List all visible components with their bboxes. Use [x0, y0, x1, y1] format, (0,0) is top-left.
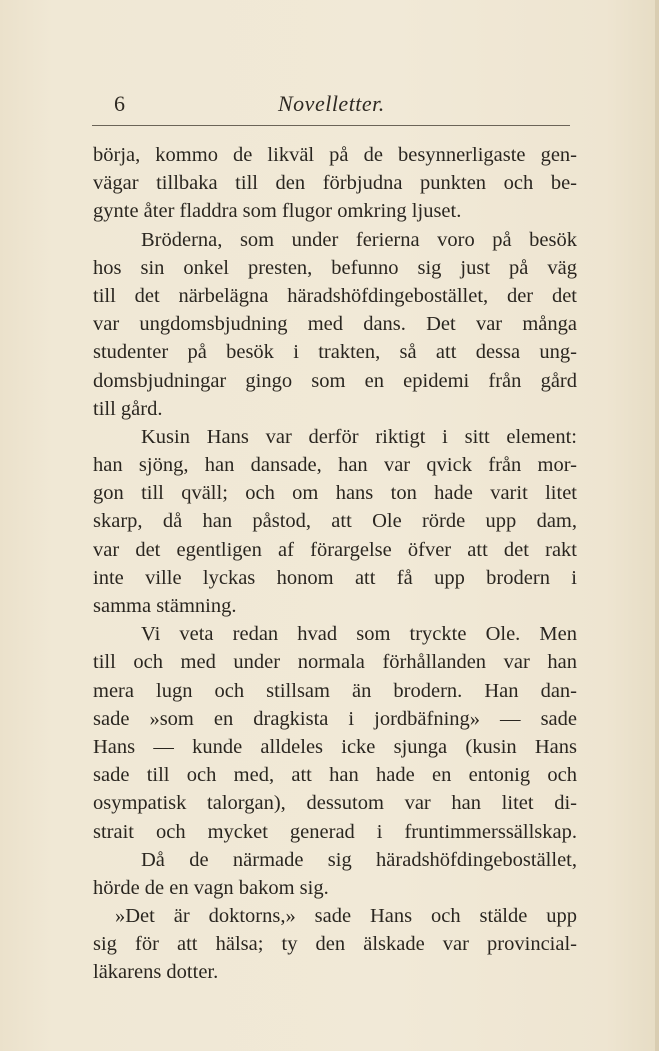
text-line: läkarens dotter.: [93, 961, 219, 984]
text-line: börja, kommo de likväl på de besynnerligaste gen-: [93, 144, 577, 166]
text-line: gon till qväll; och om hans ton hade varit litet: [93, 482, 577, 505]
text-line: studenter på besök i trakten, så att dessa ung-: [93, 341, 577, 364]
text-line: till gård.: [93, 397, 163, 420]
text-line: sig för att hälsa; ty den älskade var provincial-: [93, 933, 577, 956]
text-line: hos sin onkel presten, befunno sig just på väg: [93, 256, 577, 279]
text-line: var ungdomsbjudning med dans. Det var många: [93, 313, 577, 336]
running-header: [92, 88, 568, 122]
text-line: Vi veta redan hvad som tryckte Ole. Men: [141, 623, 577, 646]
text-line: skarp, då han påstod, att Ole rörde upp dam,: [93, 510, 577, 533]
text-line: sade till och med, att han hade en entonig och: [93, 764, 577, 787]
text-line: mera lugn och stillsam än brodern. Han dan-: [93, 679, 577, 702]
text-line: till och med under normala förhållanden var han: [93, 651, 577, 674]
header-rule: [92, 125, 570, 126]
text-line: osympatisk talorgan), dessutom var han litet di-: [93, 792, 577, 815]
text-line: vägar tillbaka till den förbjudna punkten och be-: [93, 172, 577, 195]
page-number: 6: [114, 91, 125, 116]
text-line: Hans — kunde alldeles icke sjunga (kusin Hans: [93, 735, 577, 758]
text-line: sade »som en dragkista i jordbäfning» — sade: [93, 707, 577, 730]
text-line: samma stämning.: [93, 595, 237, 617]
text-line: domsbjudningar gingo som en epidemi från gård: [93, 369, 577, 392]
text-line: Kusin Hans var derför riktigt i sitt element:: [141, 425, 577, 448]
text-line: han sjöng, han dansade, han var qvick från mor-: [93, 454, 577, 477]
text-line: strait och mycket generad i fruntimmerssällskap.: [93, 820, 577, 843]
running-title: Novelletter.: [278, 91, 385, 116]
text-line: hörde de en vagn bakom sig.: [93, 876, 329, 899]
text-line: »Det är doktorns,» sade Hans och stälde upp: [115, 905, 577, 928]
text-line: till det närbelägna häradshöfdingebostället, der det: [93, 284, 577, 307]
text-line: gynte åter fladdra som flugor omkring ljuset.: [93, 200, 462, 223]
page-edge: [655, 0, 659, 1051]
body-text: [93, 141, 577, 987]
text-line: Bröderna, som under ferierna voro på besök: [141, 228, 577, 251]
text-line: inte ville lyckas honom att få upp brodern i: [93, 566, 577, 589]
text-line: var det egentligen af förargelse öfver att det rakt: [93, 538, 577, 561]
text-line: Då de närmade sig häradshöfdingebostället,: [141, 848, 577, 871]
